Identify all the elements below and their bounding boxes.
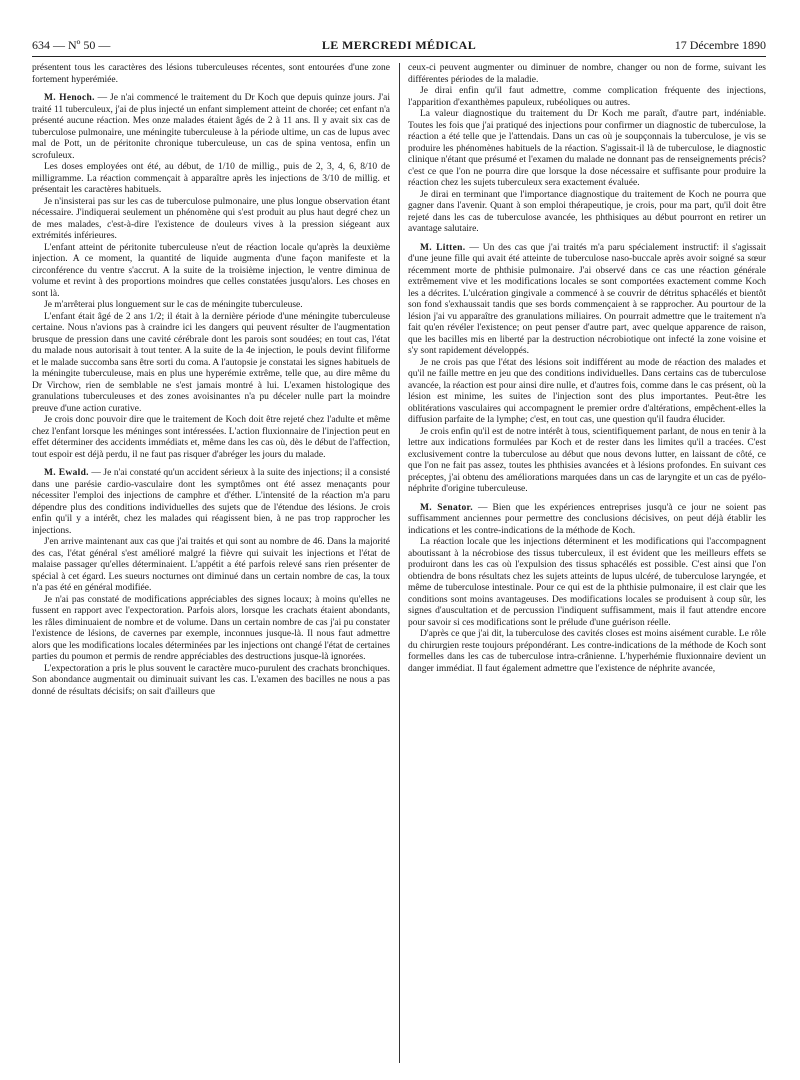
henoch-paragraph-2: Les doses employées ont été, au début, de 1/10 de millig., puis de 2, 3, 4, 6, 8/10 de milligramme. La réaction commençait à apparaître après les injections de 3/10 de millig. et présentait les caractères habituels.: [32, 162, 390, 195]
ewald-paragraph-2: J'en arrive maintenant aux cas que j'ai traités et qui sont au nombre de 46. Dans la majorité des cas, l'état général s'est amélioré malgré la fièvre qui suivait les injections et l'état de malaise passager qu'elles déterminaient. L'appétit a été parfois relevé sans rien présenter de spécial à cet égard. Les sueurs nocturnes ont diminué dans un certain nombre de cas, la toux n'a pas été en général modifiée.: [32, 537, 390, 593]
continuation-paragraph-2: Je dirai enfin qu'il faut admettre, comme complication fréquente des injections, l'apparition d'exanthèmes papuleux, rubéoliques ou autres.: [408, 86, 766, 108]
litten-section: [408, 243, 766, 496]
litten-paragraph-1: — Un des cas que j'ai traités m'a paru spécialement instructif: il s'agissait d'une jeune fille qui avait été atteinte de tuberculose naso-buccale après avoir soigné sa sœur récemment morte de phthisie pulmonaire. J'ai observé dans ce cas une réaction générale extrêmement vive et les modifications locales se sont comportées exactement comme Koch les a décrites. L'ulcération gingivale a commencé à se couvrir de détritus sphacélés et bientôt son fond s'exhaussait tandis que ses bords commençaient à se rapprocher. Au pourtour de la lésion j'ai vu apparaître des granulations miliaires. On pourrait admettre que le traitement n'a fait qu'en révéler l'existence; on peut penser d'autre part, avec quelque apparence de raison, que les bacilles mis en liberté par la destruction nécrobiotique ont infecté la zone voisine et s'y sont rapidement développés.: [408, 242, 767, 356]
left-column: [32, 63, 390, 698]
right-column: [408, 63, 766, 675]
ewald-paragraph-3: Je n'ai pas constaté de modifications appréciables des signes locaux; à moins qu'elles ne fussent en rapport avec l'expectoration. Parfois alors, lorsque les crachats étaient abondants, les râles diminuaient de nombre et de volume. Dans un certain nombre de cas j'ai pu constater l'existence de lésions, de cavernes par exemple, inconnues jusque-là. Il nous faut admettre alors que les modifications locales déterminées par les injections ont changé l'état de certaines parties du poumon et permis de rendre appréciables des destructions jusque-là ignorées.: [32, 594, 390, 662]
henoch-section: [32, 93, 390, 461]
speaker-name-senator: M. Senator.: [420, 502, 473, 513]
page-number: 634 — Nº 50 —: [32, 38, 111, 52]
ewald-paragraph-4: L'expectoration a pris le plus souvent le caractère muco-purulent des crachats bronchiques. Son abondance augmentait ou diminuait suivant les cas. L'examen des bacilles ne nous a pas donné de résultats décisifs; on sait d'ailleurs que: [32, 663, 390, 697]
henoch-paragraph-6: L'enfant était âgé de 2 ans 1/2; il était à la dernière période d'une méningite tuberculeuse certaine. Nous n'avions pas à craindre ici les dangers qui peuvent résulter de l'augmentation brusque de pression dans une cavité cérébrale dont les parois sont soudées; en tout cas, l'état du malade nous autorisait à tout tenter. A la suite de la 4e injection, le pouls devint filiforme et le malade succomba sans être sorti du coma. A l'autopsie je constatai les signes habituels de la méningite tuberculeuse, mais en plus une hyperémie extrême, telle que, au dire même du Dr Virchow, rien de semblable ne s'est jamais montré à lui. L'examen histologique des granulations tuberculeuses et des zones avoisinantes n'a pu déceler nulle part la moindre preuve d'une action curative.: [32, 311, 390, 414]
henoch-paragraph-4: L'enfant atteint de péritonite tuberculeuse n'eut de réaction locale qu'après la deuxième injection. A ce moment, la quantité de liquide augmenta d'une façon manifeste et la circonférence du ventre s'accrut. A la suite de la troisième injection, le ventre diminua de volume et revint à des proportions moindres que celles constatées jusqu'alors. Les choses en sont là.: [32, 242, 390, 299]
journal-title: LE MERCREDI MÉDICAL: [321, 38, 477, 52]
ewald-section: [32, 468, 390, 698]
litten-paragraph-3: Je crois enfin qu'il est de notre intérêt à tous, scientifiquement parlant, de nous en tenir à la lettre aux indications formulées par Koch et de rester dans les limites qu'il a tracées. C'est exclusivement contre la tuberculose au début que nous devons lutter, en laissant de côté, ce que l'on ne fait pas assez, toutes les phthisies avancées et à lésions profondes. En suivant ces préceptes, j'ai obtenu des améliorations marquées dans un cas de laryngite et un cas de pyélo-néphrite d'origine tuberculeuse.: [408, 426, 766, 494]
journal-page: [32, 34, 767, 697]
speaker-name-ewald: M. Ewald.: [44, 468, 89, 478]
henoch-paragraph-3: Je n'insisterai pas sur les cas de tuberculose pulmonaire, une plus longue observation étant nécessaire. J'indiquerai seulement un phénomène qui s'est produit au plus haut degré chez un de mes malades, c'est-à-dire l'existence de douleurs vives à la pression siégeant aux extrémités inférieures.: [32, 196, 390, 241]
henoch-paragraph-5: Je m'arrêterai plus longuement sur le cas de méningite tuberculeuse.: [44, 300, 303, 310]
henoch-paragraph-7: Je crois donc pouvoir dire que le traitement de Koch doit être rejeté chez l'adulte et même chez l'enfant lorsque les méninges sont intéressées. L'action fluxionnaire de l'injection peut en effet déterminer des accidents immédiats et, même dans les cas où, dès le début de l'affection, tout espoir est déjà perdu, il ne faut pas risquer d'abréger les jours du malade.: [32, 415, 390, 460]
column-divider: [399, 63, 400, 1063]
speaker-name-henoch: M. Henoch.: [44, 93, 95, 103]
henoch-paragraph-1: — Je n'ai commencé le traitement du Dr Koch que depuis quinze jours. J'ai traité 11 tuberculeux, j'ai de plus injecté un enfant simplement atteint de chorée; cet enfant n'a présenté aucune réaction. Mes onze malades étaient âgés de 2 à 11 ans. Il y avait six cas de tuberculose pulmonaire, une méningite tuberculeuse à la période ultime, un cas de lupus avec mal de Pott, un de péritonite chronique tuberculeuse, un cas de spina ventosa, enfin un scrofuleux.: [32, 93, 391, 161]
continuation-paragraph-3: La valeur diagnostique du traitement du Dr Koch me paraît, d'autre part, indéniable. Toutes les fois que j'ai pratiqué des injections pour confirmer un diagnostic de tuberculose, la réaction a été telle que je l'attendais. Dans un cas où je soupçonnais la tuberculose, je vis se produire les phénomènes habituels de la réaction. S'agissait-il là de tuberculose, le diagnostic clinique n'étant que présumé et l'examen du malade ne donnant pas de renseignements précis? c'est ce que l'on ne pourra dire que lorsque la dose nécessaire et suffisante pour produire la réaction chez les sujets tuberculeux sera exactement évaluée.: [408, 109, 766, 188]
senator-paragraph-3: D'après ce que j'ai dit, la tuberculose des cavités closes est moins aisément curable. Le rôle du chirurgien reste toujours prépondérant. Les contre-indications de la méthode de Koch sont formelles dans les cas de tuberculose intra-crânienne. L'hyperhémie fluxionnaire devient un danger immédiat. Il faut également admettre que l'existence de néphrite avancée,: [408, 629, 766, 674]
continuation-paragraph-1: ceux-ci peuvent augmenter ou diminuer de nombre, changer ou non de forme, suivant les différentes périodes de la maladie.: [408, 63, 766, 85]
continuation-paragraph-4: Je dirai en terminant que l'importance diagnostique du traitement de Koch ne pourra que gagner dans l'avenir. Quant à son emploi thérapeutique, je crois, pour ma part, qu'il doit être rejeté dans les cas de tuberculose avancée, les phthisiques au début pourront en retirer un avantage salutaire.: [408, 189, 766, 234]
senator-paragraph-1: — Bien que les expériences entreprises jusqu'à ce jour ne soient pas suffisamment anciennes pour permettre des conclusions décisives, on peut déjà établir les indications et les contre-indications de la méthode de Koch.: [408, 502, 767, 536]
senator-section: [408, 503, 766, 676]
senator-paragraph-2: La réaction locale que les injections déterminent et les modifications qui l'accompagnent aboutissant à la nécrobiose des tissus tuberculeux, il est évident que les meilleurs effets se produiront dans les cas où l'expulsion des tissus sphacélés est possible. C'est ainsi que l'on obtiendra de bons résultats chez les sujets atteints de lupus ulcéré, de tuberculose laryngée, et même de tuberculose intestinale. Pour ce qui est de la phthisie pulmonaire, il est clair que les conditions sont moins avantageuses. Des modifications locales se produisent à coup sûr, les signes d'auscultation et de percussion l'indiquent suffisamment, mais il faut attendre encore pour savoir si ces modifications sont le prélude d'une guérison réelle.: [408, 537, 766, 628]
litten-paragraph-2: Je ne crois pas que l'état des lésions soit indifférent au mode de réaction des malades et qu'il ne faille mettre en jeu que des conditions individuelles. Dans certains cas de tuberculose avancée, la réaction est pour ainsi dire nulle, et d'autres fois, comme dans le cas présent, où la lésion est minime, les suites de l'injection sont des plus importantes. Peut-être les oblitérations vasculaires qui accompagnent le premier ordre d'altérations, empêchent-elles la diffusion parfaite de la lymphe; c'est, en tout cas, une question qu'il faudra élucider.: [408, 357, 766, 425]
issue-date: 17 Décembre 1890: [674, 38, 766, 52]
page-header: [32, 34, 766, 57]
ewald-paragraph-1: — Je n'ai constaté qu'un accident sérieux à la suite des injections; il a consisté dans une parésie cardio-vasculaire dont les symptômes ont été assez menaçants pour nécessiter l'emploi des injections de camphre et d'éther. L'intensité de la réaction m'a paru dépendre plus des conditions individuelles des sujets que de l'étendue des lésions. Je crois enfin qu'il y a intérêt, chez les malades qui réagissent bien, à ne pas trop rapprocher les injections.: [32, 468, 390, 536]
intro-paragraph: présentent tous les caractères des lésions tuberculeuses récentes, sont entourées d'une zone fortement hyperémiée.: [32, 63, 390, 85]
speaker-name-litten: M. Litten.: [420, 242, 466, 253]
